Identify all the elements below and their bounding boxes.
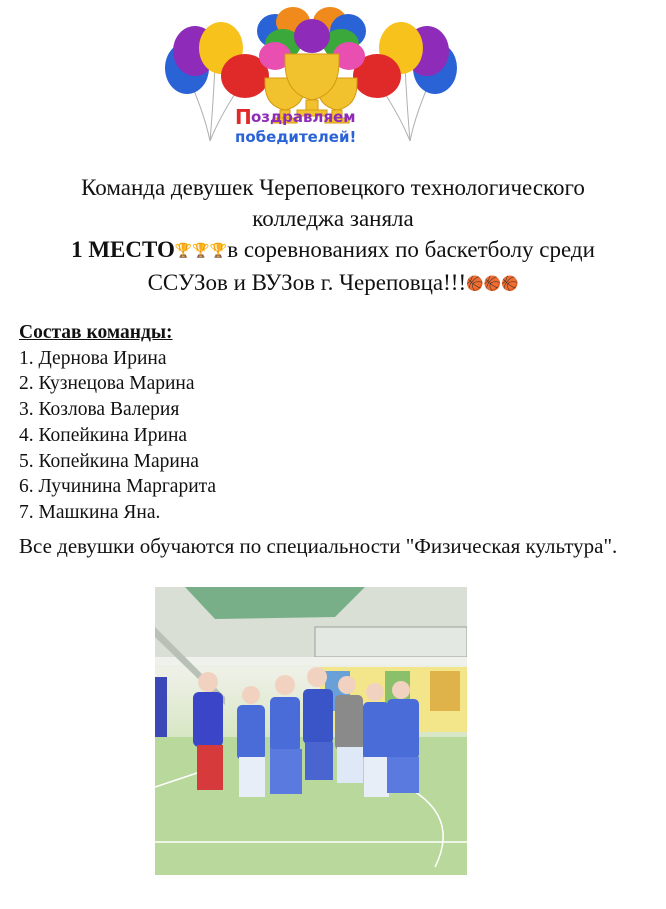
headline-line-3-text: в соревнованиях по баскетболу среди xyxy=(227,237,595,262)
roster-title: Состав команды: xyxy=(19,322,173,343)
team-photo-illustration xyxy=(155,587,467,875)
roster-member: 7. Машкина Яна. xyxy=(19,501,161,523)
roster-member: 6. Лучинина Маргарита xyxy=(19,476,217,498)
basketball-icon: 🏀🏀🏀 xyxy=(466,276,519,292)
announcement-headline xyxy=(0,172,666,300)
headline-line-3 xyxy=(0,234,666,267)
roster-member: 3. Козлова Валерия xyxy=(19,399,180,421)
svg-text:победителей!: победителей! xyxy=(235,128,357,146)
svg-text:оздравляем: оздравляем xyxy=(251,108,356,126)
headline-line-4-text: ССУЗов и ВУЗов г. Череповца!!! xyxy=(147,270,467,295)
team-roster xyxy=(19,320,216,526)
congratulations-banner xyxy=(165,6,457,148)
trophy-icon: 🏆🏆🏆 xyxy=(174,243,228,259)
team-photo xyxy=(155,587,467,875)
specialty-note: Все девушки обучаются по специальности "Физическая культура". xyxy=(19,534,618,558)
headline-line-2: колледжа заняла xyxy=(252,206,414,231)
roster-member: 2. Кузнецова Марина xyxy=(19,373,195,395)
svg-text:П: П xyxy=(235,105,252,129)
balloons-trophies-illustration xyxy=(165,6,457,148)
roster-member: 1. Дернова Ирина xyxy=(19,347,167,369)
headline-line-4 xyxy=(0,267,666,300)
first-place-label: 1 МЕСТО xyxy=(71,237,175,262)
roster-member: 5. Копейкина Марина xyxy=(19,450,199,472)
headline-line-1: Команда девушек Череповецкого технологического xyxy=(81,175,585,200)
roster-member: 4. Копейкина Ирина xyxy=(19,424,188,446)
